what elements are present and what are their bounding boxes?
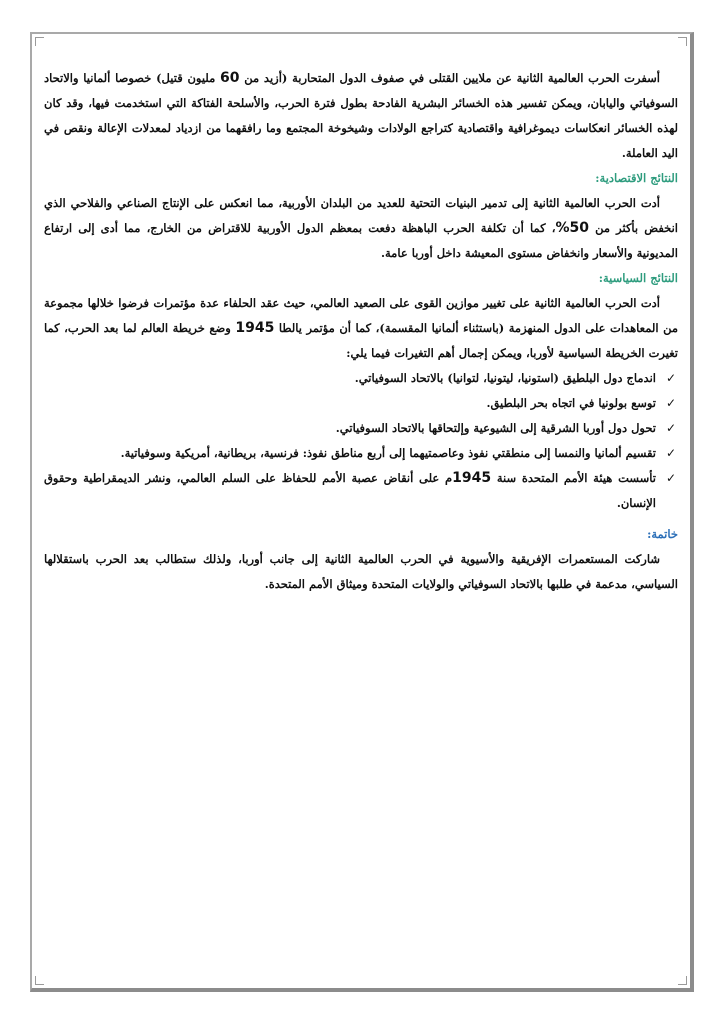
list-item-text: م على أنقاض عصبة الأمم للحفاظ على السلم العالمي، ونشر الديمقراطية وحقوق الإنسان. bbox=[44, 471, 656, 510]
economic-paragraph bbox=[44, 191, 678, 266]
list-item-text: اندماج دول البلطيق (استونيا، ليتونيا، لتوانيا) بالاتحاد السوفياتي. bbox=[354, 371, 656, 385]
check-mark-icon: ✓ bbox=[665, 446, 676, 460]
economic-results-heading: النتائج الاقتصادية: bbox=[595, 171, 678, 185]
intro-text-part2: مليون قتيل) خصوصا ألمانيا والاتحاد السوفياتي واليابان، ويمكن تفسير هذه الخسائر البشرية الفادحة بطول فترة الحرب، والأسلحة الفتاكة التي استخدمت فيها، وقد كان لهذه الخسائر انعكاسات ديموغرافية واقتصادية كتراجع الولادات وشيخوخة المجتمع وما رافقهما من ازدياد لمعدلات الإعالة ونقص في اليد العاملة. bbox=[44, 71, 678, 160]
frame-corner-ornament bbox=[35, 976, 44, 985]
list-item bbox=[44, 416, 678, 441]
check-mark-icon: ✓ bbox=[665, 371, 676, 385]
list-item bbox=[44, 466, 678, 516]
economic-text-part2: ، كما أن تكلفة الحرب الباهظة دفعت بمعظم الدول الأوربية للاقتراض من الخارج، مما أدى إلى ارتفاع المديونية والأسعار وانخفاض مستوى المعيشة داخل أوربا عامة. bbox=[44, 221, 678, 260]
check-mark-icon: ✓ bbox=[665, 396, 676, 410]
un-year-number: 1945 bbox=[452, 470, 492, 486]
political-text-part2: وضع خريطة العالم لما بعد الحرب، كما تغيرت الخريطة السياسية لأوربا، ويمكن إجمال أهم التغيرات فيما يلي: bbox=[44, 321, 678, 360]
check-mark-icon: ✓ bbox=[665, 421, 676, 435]
casualties-number: 60 bbox=[220, 70, 240, 86]
list-item-text: توسع بولونيا في اتجاه بحر البلطيق. bbox=[486, 396, 656, 410]
list-item bbox=[44, 391, 678, 416]
list-item-text: تحول دول أوربا الشرقية إلى الشيوعية وإلتحاقها بالاتحاد السوفياتي. bbox=[335, 421, 656, 435]
list-item-text: تقسيم ألمانيا والنمسا إلى منطقتي نفوذ وعاصمتيهما إلى أربع مناطق نفوذ: فرنسية، بريطانية، أمريكية وسوفياتية. bbox=[120, 446, 656, 460]
conclusion-paragraph: شاركت المستعمرات الإفريقية والأسيوية في الحرب العالمية الثانية إلى جانب أوربا، ولذلك ستطالب بعد الحرب باستقلالها السياسي، مدعمة في طلبها بالاتحاد السوفياتي والولايات المتحدة وميثاق الأمم المتحدة. bbox=[44, 552, 678, 591]
frame-corner-ornament bbox=[35, 37, 44, 46]
list-item bbox=[44, 441, 678, 466]
list-item-text: تأسست هيئة الأمم المتحدة سنة bbox=[491, 471, 656, 485]
conclusion-heading: خاتمة: bbox=[647, 527, 678, 541]
intro-paragraph bbox=[44, 66, 678, 166]
frame-corner-ornament bbox=[678, 976, 687, 985]
yalta-year-number: 1945 bbox=[235, 320, 275, 336]
list-item bbox=[44, 366, 678, 391]
document-body bbox=[44, 66, 678, 597]
production-drop-number: 50% bbox=[555, 220, 589, 236]
political-changes-list bbox=[44, 366, 678, 516]
intro-text-part1: أسفرت الحرب العالمية الثانية عن ملايين القتلى في صفوف الدول المتحاربة (أزيد من bbox=[239, 71, 661, 85]
economic-text-part1: أدت الحرب العالمية الثانية إلى تدمير البنيات التحتية للعديد من البلدان الأوربية، مما انعكس على الإنتاج الصناعي والفلاحي الذي انخفض بأكثر من bbox=[44, 196, 678, 235]
political-text-part1: أدت الحرب العالمية الثانية على تغيير موازين القوى على الصعيد العالمي، حيث عقد الحلفاء عدة مؤتمرات فرضوا خلالها مجموعة من المعاهدات على الدول المنهزمة (باستثناء ألمانيا المقسمة)، كما أن مؤتمر يالطا bbox=[44, 296, 678, 335]
check-mark-icon: ✓ bbox=[665, 471, 676, 485]
political-results-heading: النتائج السياسية: bbox=[598, 271, 678, 285]
political-paragraph bbox=[44, 291, 678, 366]
frame-corner-ornament bbox=[678, 37, 687, 46]
